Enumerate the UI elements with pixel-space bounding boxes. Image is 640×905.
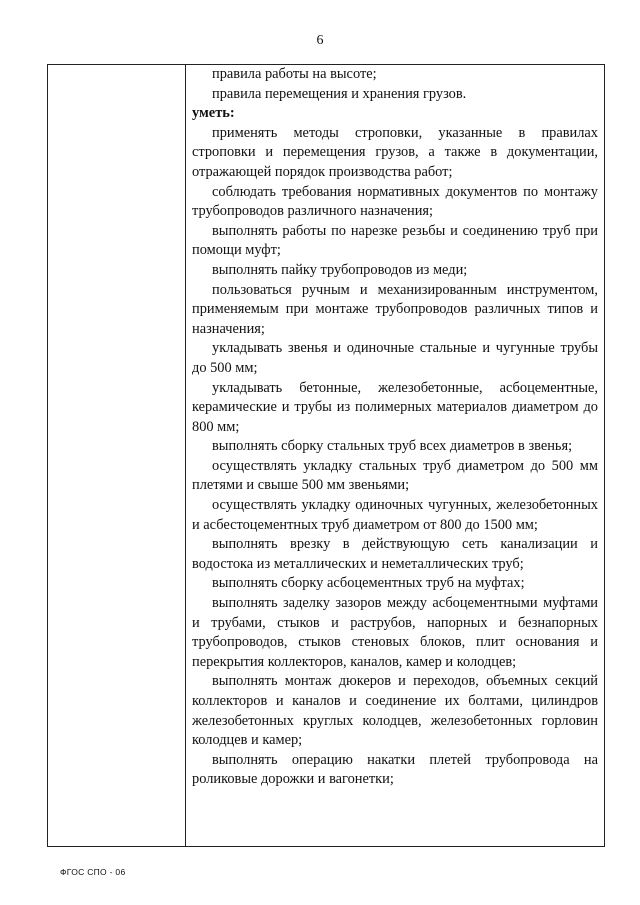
requirement-item: пользоваться ручным и механизированным инструментом, применяемым при монтаже трубопроводов различных типов и назначения;	[192, 281, 598, 337]
requirement-item: выполнять врезку в действующую сеть канализации и водостока из металлических и неметаллических труб;	[192, 536, 598, 572]
requirement-item: выполнять сборку стальных труб всех диаметров в звенья;	[212, 438, 573, 455]
section-heading: уметь:	[192, 105, 235, 122]
requirement-item: выполнять операцию накатки плетей трубопровода на роликовые дорожки и вагонетки;	[192, 751, 598, 788]
requirement-item: укладывать звенья и одиночные стальные и чугунные трубы до 500 мм;	[192, 340, 598, 376]
requirement-item: применять методы строповки, указанные в правилах строповки и перемещения грузов, а также в документации, отражающей порядок производства работ;	[192, 124, 598, 180]
content-table	[47, 64, 605, 847]
footer-code: ФГОС СПО - 06	[60, 867, 126, 877]
requirement-item: выполнять работы по нарезке резьбы и соединению труб при помощи муфт;	[192, 222, 598, 259]
table-right-cell	[186, 65, 604, 846]
requirement-item: выполнять заделку зазоров между асбоцементными муфтами и трубами, стыков и раструбов, напорных и безнапорных трубопроводов, стыков стеновых блоков, плит основания и перекрытия коллекторов, каналов, камер и колодцев;	[192, 595, 598, 670]
requirement-item: осуществлять укладку стальных труб диаметром до 500 мм плетями и свыше 500 мм звеньями;	[192, 457, 598, 494]
requirement-item: осуществлять укладку одиночных чугунных, железобетонных и асбестоцементных труб диаметром от 800 до 1500 мм;	[192, 497, 598, 533]
requirement-item: правила перемещения и хранения грузов.	[212, 85, 467, 102]
page-number: 6	[316, 33, 324, 48]
table-left-cell	[48, 65, 186, 846]
requirement-item: выполнять сборку асбоцементных труб на муфтах;	[212, 575, 525, 592]
requirement-item: выполнять пайку трубопроводов из меди;	[212, 261, 468, 278]
requirement-item: соблюдать требования нормативных документов по монтажу трубопроводов различного назначения;	[192, 183, 598, 220]
requirement-item: правила работы на высоте;	[212, 66, 377, 82]
requirement-item: выполнять монтаж дюкеров и переходов, объемных секций коллекторов и каналов и соединение их болтами, цилиндров железобетонных круглых колодцев, железобетонных горловин колодцев и камер;	[192, 673, 598, 749]
requirement-item: укладывать бетонные, железобетонные, асбоцементные, керамические и трубы из полимерных материалов диаметром до 800 мм;	[192, 379, 598, 435]
